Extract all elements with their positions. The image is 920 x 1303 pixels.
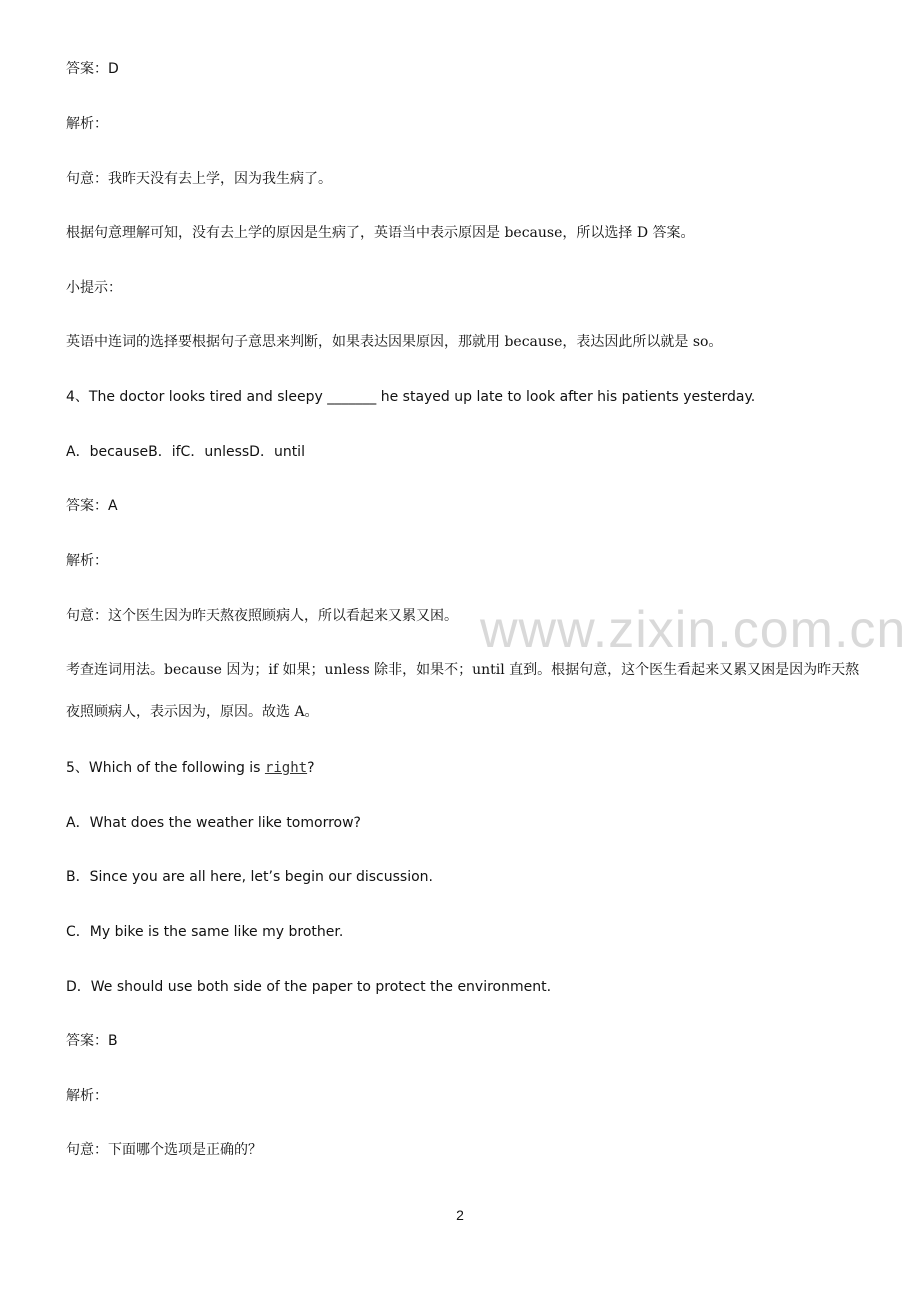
question-5-suffix: ? <box>307 760 315 776</box>
option-b: B．Since you are all here, let’s begin our discussion. <box>66 869 433 885</box>
question-4: 4、The doctor looks tired and sleepy _______ he stayed up late to look after his patients yesterday. <box>66 389 756 405</box>
question-5-prefix: 5、Which of the following is <box>66 760 265 776</box>
option-d: D．We should use both side of the paper to protect the environment. <box>66 979 552 995</box>
meaning-line: 句意：这个医生因为昨天熬夜照顾病人，所以看起来又累又困。 <box>66 608 458 624</box>
answer-line: 答案：D <box>66 61 119 77</box>
answer-line: 答案：B <box>66 1033 118 1049</box>
question-5-keyword: right <box>264 760 308 776</box>
explanation-line: 根据句意理解可知，没有去上学的原因是生病了，英语当中表示原因是 because，所以选择 D 答案。 <box>66 225 695 241</box>
analysis-label: 解析： <box>66 1088 108 1104</box>
analysis-label: 解析： <box>66 116 108 132</box>
analysis-label: 解析： <box>66 553 108 569</box>
question-5 <box>66 757 860 779</box>
page-number: 2 <box>456 1207 464 1223</box>
explanation-paragraph: 考查连词用法。because 因为；if 如果；unless 除非，如果不；until 直到。根据句意，这个医生看起来又累又困是因为昨天熬夜照顾病人，表示因为，原因。故选 A。 <box>66 662 860 720</box>
option-a: A．What does the weather like tomorrow? <box>66 815 361 831</box>
tip-text: 英语中连词的选择要根据句子意思来判断，如果表达因果原因，那就用 because，表达因此所以就是 so。 <box>66 334 723 350</box>
question-4-options: A．becauseB．ifC．unlessD．until <box>66 444 305 460</box>
meaning-line: 句意：我昨天没有去上学，因为我生病了。 <box>66 171 332 187</box>
watermark: www.zixin.com.cn <box>480 601 907 659</box>
answer-line: 答案：A <box>66 498 118 514</box>
tip-label: 小提示： <box>66 280 122 296</box>
option-c: C．My bike is the same like my brother. <box>66 924 344 940</box>
meaning-line: 句意：下面哪个选项是正确的？ <box>66 1142 262 1158</box>
